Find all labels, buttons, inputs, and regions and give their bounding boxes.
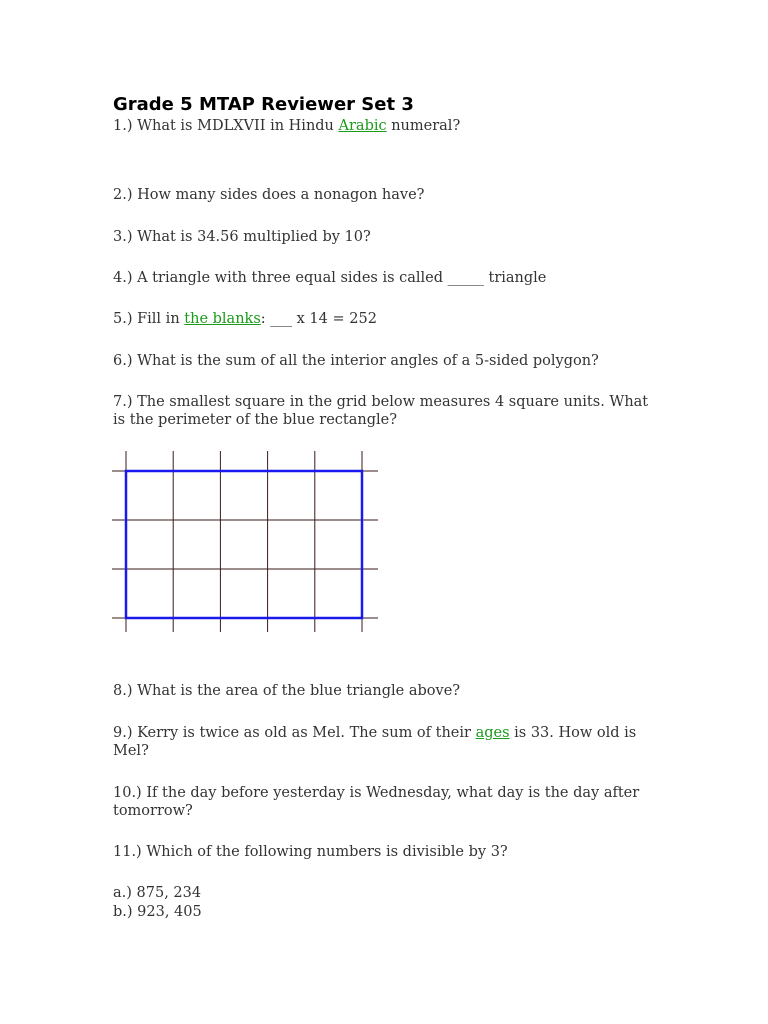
question-2: 2.) How many sides does a nonagon have? [113, 187, 425, 203]
blue-rectangle [126, 471, 362, 618]
question-text: numeral? [386, 118, 461, 134]
link-ages[interactable]: ages [475, 725, 510, 741]
link-arabic[interactable]: Arabic [338, 118, 387, 134]
question-text: is 33. How old is Mel? [113, 725, 637, 759]
grid-figure [112, 451, 380, 633]
option-b: b.) 923, 405 [113, 904, 202, 920]
question-5 [113, 310, 653, 328]
question-text: 5.) Fill in [113, 311, 185, 327]
question-text: : ___ x 14 = 252 [260, 311, 377, 327]
question-1 [113, 117, 653, 135]
option-a: a.) 875, 234 [113, 885, 202, 901]
question-8: 8.) What is the area of the blue triangle above? [113, 683, 461, 699]
link-the-blanks[interactable]: the blanks [184, 311, 261, 327]
question-10: 10.) If the day before yesterday is Wednesday, what day is the day after tomorrow? [113, 785, 640, 819]
question-3: 3.) What is 34.56 multiplied by 10? [113, 229, 371, 245]
question-text: 1.) What is MDLXVII in Hindu [113, 118, 339, 134]
question-9 [113, 724, 653, 760]
question-11: 11.) Which of the following numbers is divisible by 3? [113, 844, 508, 860]
grid-diagram [112, 451, 380, 633]
question-4: 4.) A triangle with three equal sides is called _____ triangle [113, 270, 547, 286]
page-title: Grade 5 MTAP Reviewer Set 3 [113, 94, 414, 115]
question-text: 9.) Kerry is twice as old as Mel. The sum of their [113, 725, 476, 741]
question-7: 7.) The smallest square in the grid below measures 4 square units. What is the perimeter of the blue rectangle? [113, 394, 649, 428]
question-6: 6.) What is the sum of all the interior angles of a 5-sided polygon? [113, 353, 599, 369]
